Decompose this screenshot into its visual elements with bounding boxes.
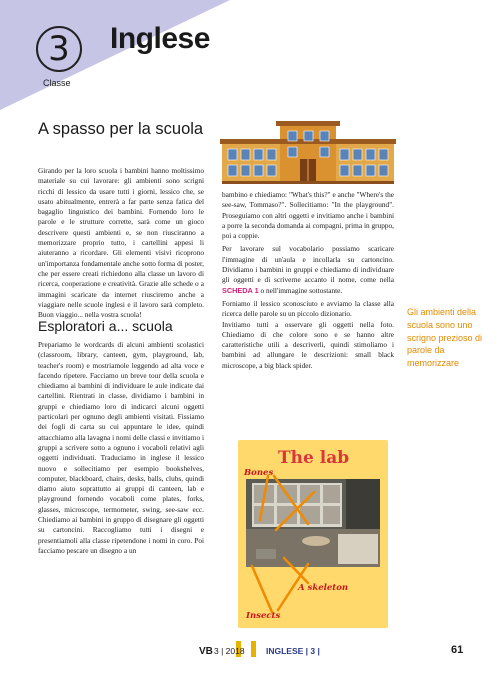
page-number: 61 bbox=[451, 644, 464, 656]
poster-title: The lab bbox=[278, 448, 350, 468]
class-number: 3 bbox=[48, 29, 70, 69]
section2-text bbox=[38, 340, 204, 556]
col2-paragraph-1: bambino e chiediamo: "What's this?" e anche "Where's the see-saw, Tommaso?". Sollecitiamo: "In the playground". Proseguiamo con altri oggetti e invitiamo anche i bambini a porre la seconda domanda ai compagni, prima in gruppo, poi a coppie. bbox=[222, 190, 394, 241]
section-title-esploratori: Esploratori a... scuola bbox=[38, 318, 173, 334]
poster-label-bones: Bones bbox=[244, 468, 274, 478]
school-building-illustration bbox=[220, 121, 396, 185]
footer-bar-right bbox=[251, 641, 256, 657]
footer-issue: 3 | 2018 bbox=[214, 646, 245, 656]
poster-label-skeleton: A skeleton bbox=[298, 583, 349, 593]
section2-paragraph: Prepariamo le wordcards di alcuni ambienti scolastici (classroom, library, canteen, gym, playground, lab, teacher's room) e mostriamole leggendo ad alta voce e facendo ripetere. Facciamo un breve tour della scuola e chiediamo ai bambini di individuare le aule indicate dai cartellini. Rientrati in classe, dividiamo i bambini in gruppi e chiediamo loro di indicarci alcuni oggetti particolari per ognuno degli ambienti visitati. Fissiamo dei fogli di carta su cui appuntare le idee, quindi attacchiamo alla lavagna i nomi delle classi e invitiamo i gruppi a scrivere sotto a ognuno i vocaboli relativi agli oggetti individuati. Traduciamo in inglese il lessico nuovo e sollecitiamo per esempio bookshelves, computer, blackboard, chairs, desks, balls, clubs, quindi diamo aiuto soprattutto ai gruppi di canteen, lab e playground fornendo vocaboli come plates, forks, glasses, microscope, termometer, swing, see-saw ecc. Chiediamo ai bambini in gruppo di disegnare gli oggetti su cartoncini. Raccogliamo tutti i disegni e presentiamoli alla classe ripetendone i nomi in coro. Poi facciamo pescare un disegno a un bbox=[38, 340, 204, 555]
section1-paragraph: Girando per la loro scuola i bambini hanno moltissimo materiale su cui lavorare: gli ambienti sono scrigni ricchi di lessico da usare tutti i giorni, lessico che, se usato abitualmente, entrerà a far parte senza fatica del bagaglio linguistico dei bambini. Fornendo loro le parole e le strutture corrette, sarà come un gioco descrivere questi ambienti e, se non riusciranno a memorizzare proprio tutto, i cartellini appesi li aiuteranno a ricordare. Gli elementi visivi ricoprono un'importanza fondamentale anche sotto forma di poster, che per essere creati richiedono alla classe un lavoro di ricerca, cooperazione e creatività. Grazie alle schede o a immagini scaricate da internet riusciremo anche a viaggiare nelle scuole inglesi e il lavoro sarà completo. Buon viaggio... nella vostra scuola! bbox=[38, 166, 204, 320]
scheda-link[interactable]: SCHEDA 1 bbox=[222, 285, 259, 295]
col2-p2-end: o nell'immagine sottostante. bbox=[260, 285, 343, 295]
orange-arrows bbox=[238, 440, 388, 628]
poster-label-insects: Insects bbox=[246, 611, 281, 621]
sidebar-note: Gli ambienti della scuola sono uno scrigno prezioso di parole da memorizzare bbox=[407, 307, 483, 369]
footer-section: INGLESE | 3 | bbox=[266, 646, 320, 656]
section-title-spasso: A spasso per la scuola bbox=[38, 120, 204, 138]
col2-paragraph-4: Invitiamo tutti a osservare gli oggetti nella foto. Chiediamo di che colore sono e se hanno altre caratteristiche utili a descriverli, quindi stimoliamo i bambini ad allungare le descrizioni: small black microscope, a big black spider. bbox=[222, 319, 394, 370]
footer-logo: VB bbox=[199, 646, 213, 657]
lab-poster bbox=[238, 440, 388, 628]
page-title: Inglese bbox=[110, 22, 210, 55]
section1-text bbox=[38, 166, 204, 320]
col2-p2-text: Per lavorare sul vocabolario possiamo scaricare l'immagine di un'aula e incollarla su cartoncino. Dividiamo i bambini in gruppi e chiediamo di individuare gli oggetti e di scriverne accanto il nome, come nella bbox=[222, 244, 394, 285]
col2-paragraph-3: Forniamo il lessico sconosciuto e avviamo la classe alla ricerca delle parole su un piccolo dizionario. bbox=[222, 298, 394, 319]
class-number-badge bbox=[36, 26, 82, 72]
class-label: Classe bbox=[43, 78, 71, 88]
col2-paragraph-2 bbox=[222, 244, 394, 295]
column2-text bbox=[222, 190, 394, 371]
